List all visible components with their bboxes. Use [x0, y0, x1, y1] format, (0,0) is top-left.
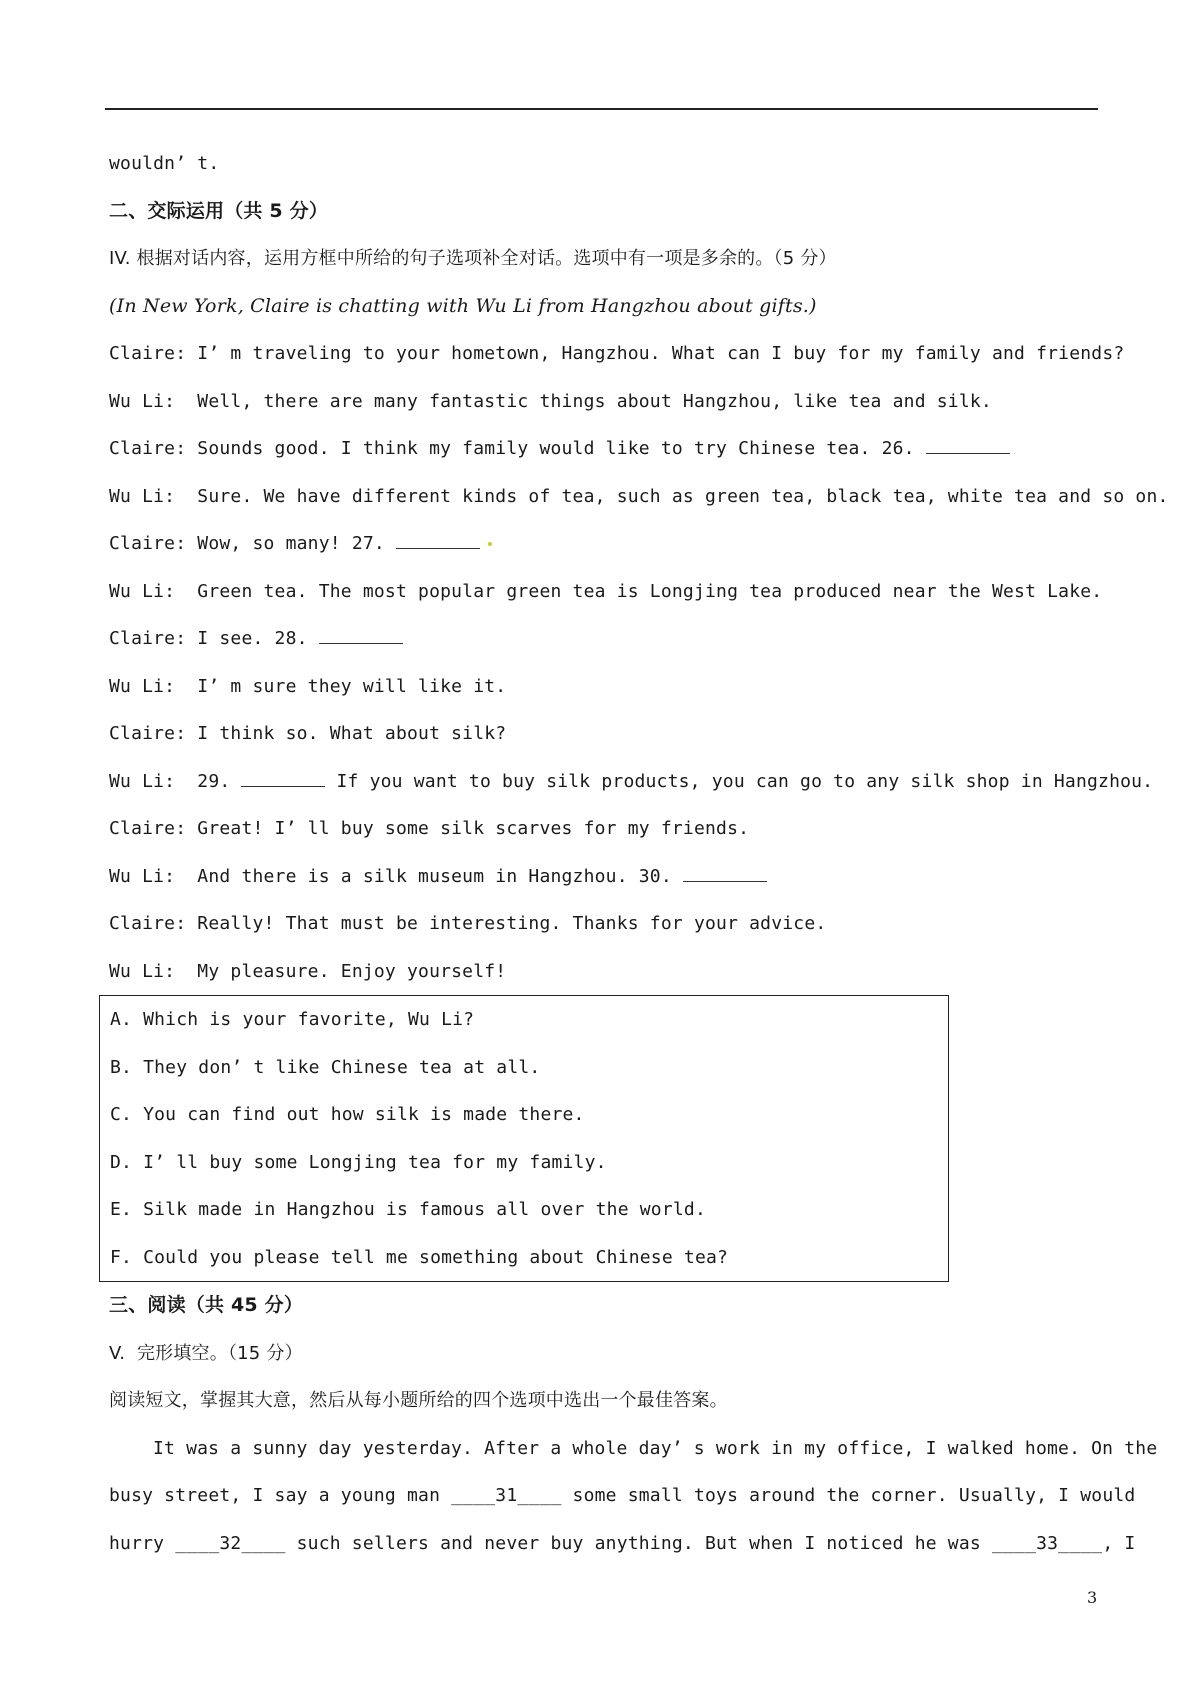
speaker: Claire: — [109, 913, 198, 934]
instruction: IV. 根据对话内容，运用方框中所给的句子选项补全对话。选项中有一项是多余的。（5 分） — [109, 248, 837, 269]
line-text: Green tea. The most popular green tea is Longjing tea produced near the West Lake. — [197, 580, 1103, 602]
option-item: B. They don’ t like Chinese tea at all. — [110, 1056, 541, 1078]
dialogue-line — [109, 710, 1104, 758]
line-text: I’ m sure they will like it. — [197, 675, 507, 697]
dialogue-line — [109, 948, 1104, 996]
header-rule — [105, 108, 1098, 110]
line-text: Well, there are many fantastic things about Hangzhou, like tea and silk. — [197, 390, 992, 412]
sub-heading: V. 完形填空。（15 分） — [109, 1342, 303, 1364]
option-item: F. Could you please tell me something about Chinese tea? — [110, 1246, 729, 1268]
line-text: I see. 28. — [197, 628, 319, 649]
passage-line: hurry ____32____ such sellers and never buy anything. But when I noticed he was ____33____, I — [109, 1532, 1136, 1554]
answer-blank[interactable] — [396, 534, 480, 549]
option-item: E. Silk made in Hangzhou is famous all over the world. — [110, 1199, 706, 1220]
speaker: Wu Li: — [109, 390, 198, 412]
dialogue-line — [109, 805, 1104, 853]
line-text: And there is a silk museum in Hangzhou. 30. — [197, 865, 683, 887]
dialogue-line — [109, 568, 1104, 616]
section-heading: 三、阅读（共 45 分） — [109, 1294, 304, 1316]
speaker: Claire: — [109, 533, 198, 554]
line-text: If you want to buy silk products, you can go to any silk shop in Hangzhou. — [325, 770, 1154, 792]
dialogue-line — [109, 615, 1104, 663]
mark-dot — [488, 542, 492, 546]
dialogue-line — [109, 853, 1104, 901]
dialogue-line — [109, 663, 1104, 711]
line-text: My pleasure. Enjoy yourself! — [197, 960, 507, 982]
section-heading: 二、交际运用（共 5 分） — [109, 199, 329, 222]
speaker: Claire: — [109, 438, 198, 459]
answer-blank[interactable] — [241, 772, 325, 787]
dialogue-line — [109, 330, 1125, 378]
speaker: Wu Li: — [109, 485, 198, 507]
speaker: Claire: — [109, 343, 198, 364]
instruction: 阅读短文，掌握其大意，然后从每小题所给的四个选项中选出一个最佳答案。 — [109, 1390, 728, 1411]
options-box — [99, 995, 949, 1282]
dialogue-line — [109, 758, 1154, 806]
document-body — [109, 140, 1169, 1567]
answer-blank[interactable] — [683, 867, 767, 882]
page-number: 3 — [1087, 1588, 1098, 1607]
answer-blank[interactable] — [926, 439, 1010, 454]
passage-line: It was a sunny day yesterday. After a whole day’ s work in my office, I walked home. On the — [153, 1437, 1158, 1459]
line-text: Wow, so many! 27. — [197, 533, 396, 554]
dialogue-line — [109, 425, 1104, 473]
line-text: Sure. We have different kinds of tea, such as green tea, black tea, white tea and so on. — [197, 485, 1169, 507]
line-text: Really! That must be interesting. Thanks for your advice. — [197, 913, 827, 934]
option-item: A. Which is your favorite, Wu Li? — [110, 1009, 475, 1030]
line-text: I think so. What about silk? — [197, 723, 507, 744]
line-text: I’ m traveling to your hometown, Hangzhou. What can I buy for my family and friends? — [197, 343, 1125, 364]
speaker: Wu Li: — [109, 960, 198, 982]
option-item: C. You can find out how silk is made there. — [110, 1104, 585, 1125]
option-item: D. I’ ll buy some Longjing tea for my family. — [110, 1151, 607, 1173]
continued-text: wouldn’ t. — [109, 153, 220, 174]
speaker: Wu Li: — [109, 580, 198, 602]
dialogue-line — [109, 900, 1104, 948]
dialogue-line — [109, 378, 1104, 426]
speaker: Wu Li: — [109, 865, 198, 887]
dialogue-line — [109, 473, 1169, 521]
speaker: Claire: — [109, 723, 198, 744]
line-text: Great! I’ ll buy some silk scarves for my friends. — [197, 818, 750, 839]
passage-line: busy street, I say a young man ____31____ some small toys around the corner. Usually, I would — [109, 1485, 1136, 1506]
line-text: Sounds good. I think my family would like to try Chinese tea. 26. — [197, 438, 926, 459]
speaker: Claire: — [109, 818, 198, 839]
dialogue-line — [109, 520, 1104, 568]
speaker: Wu Li: — [109, 675, 198, 697]
dialogue-context: (In New York, Claire is chatting with Wu Li from Hangzhou about gifts.) — [109, 294, 817, 317]
speaker: Claire: — [109, 628, 198, 649]
line-text: 29. — [197, 770, 242, 792]
answer-blank[interactable] — [319, 629, 403, 644]
speaker: Wu Li: — [109, 770, 198, 792]
